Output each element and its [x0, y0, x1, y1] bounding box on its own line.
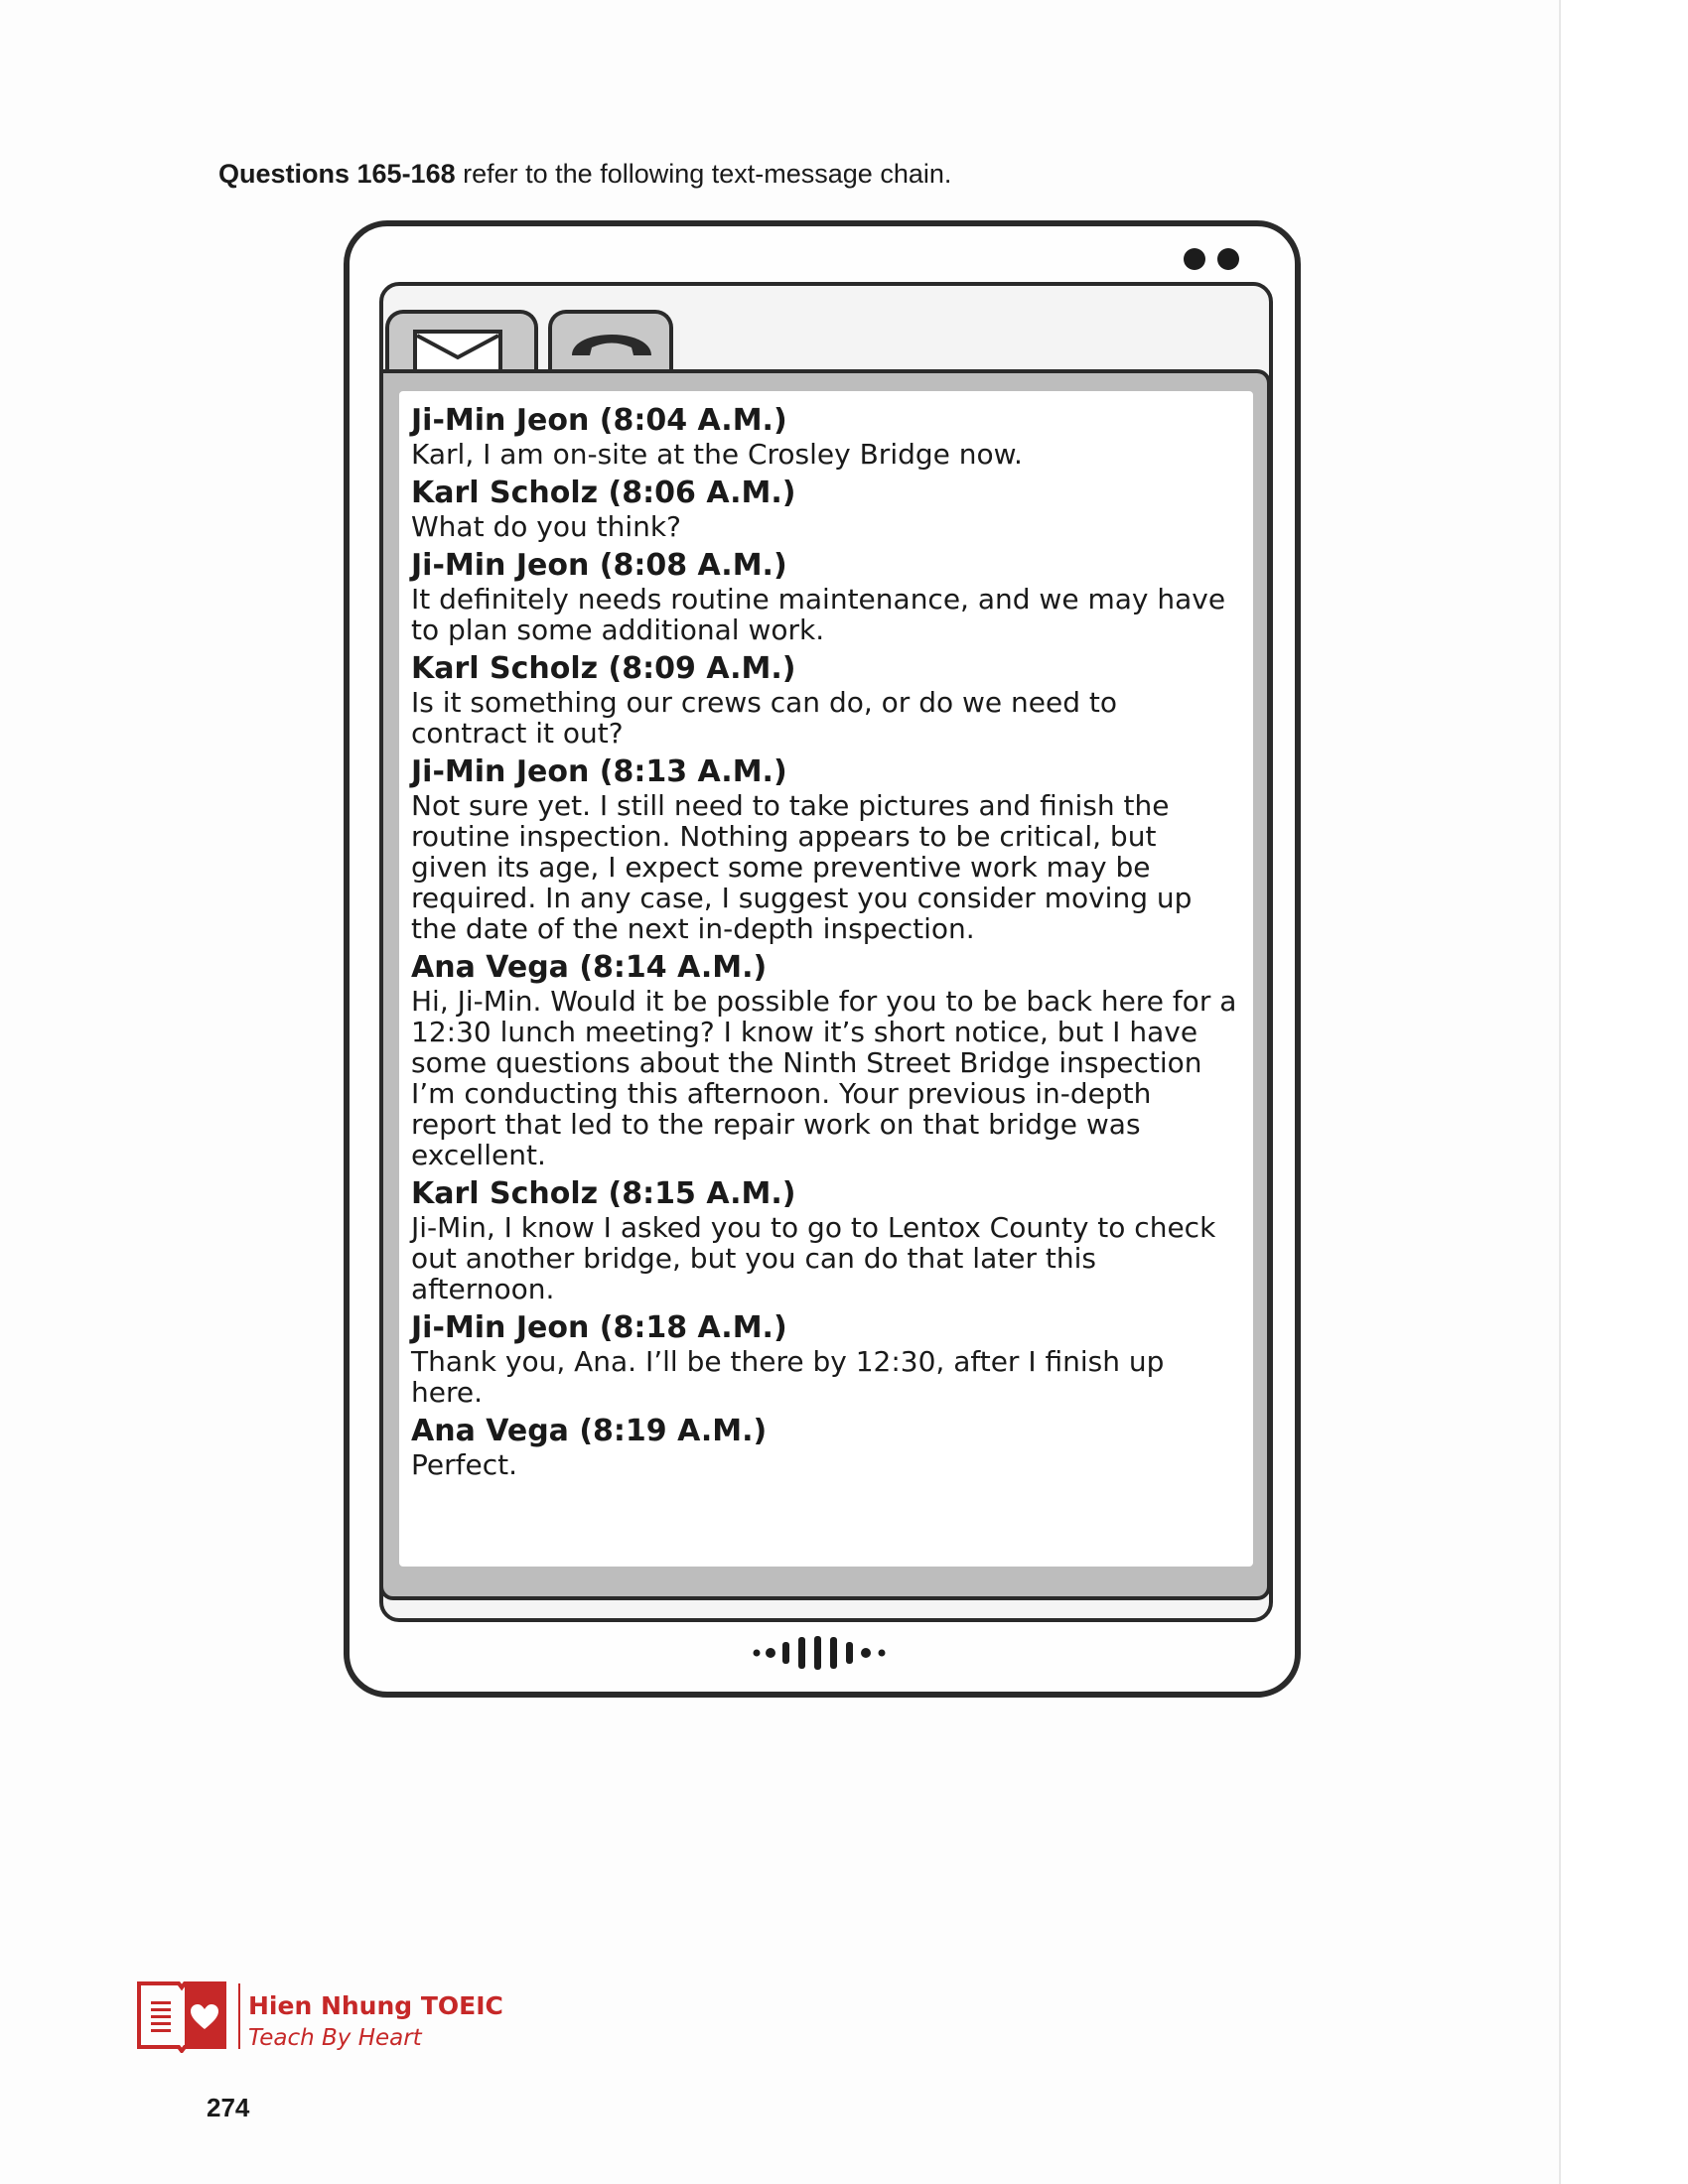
message-item [411, 651, 1241, 749]
speaker-grille-icon [751, 1636, 890, 1670]
phone-icon [566, 322, 657, 361]
question-range: Questions 165-168 [218, 159, 456, 189]
message-thread [399, 391, 1253, 1567]
message-item [411, 754, 1241, 944]
message-sender: Ji-Min Jeon (8:08 A.M.) [411, 548, 787, 583]
message-text: What do you think? [411, 510, 681, 543]
question-heading [218, 159, 951, 190]
message-item [411, 403, 1241, 470]
message-item [411, 1414, 1241, 1480]
message-sender: Ji-Min Jeon (8:04 A.M.) [411, 403, 787, 438]
brand-name: Hien Nhung TOEIC [248, 1991, 503, 2020]
message-item [411, 1310, 1241, 1408]
tab-messages[interactable] [385, 310, 538, 369]
phone-device [344, 220, 1301, 1698]
phone-screen [379, 282, 1273, 1622]
message-sender: Karl Scholz (8:09 A.M.) [411, 651, 796, 686]
tab-calls[interactable] [548, 310, 673, 369]
message-sender: Ana Vega (8:14 A.M.) [411, 950, 768, 985]
logo-divider [238, 1983, 240, 2049]
message-text: Thank you, Ana. I’ll be there by 12:30, after I finish up here. [411, 1345, 1165, 1409]
message-sender: Ana Vega (8:19 A.M.) [411, 1414, 768, 1448]
message-item [411, 1176, 1241, 1304]
message-text: Not sure yet. I still need to take pictures and finish the routine inspection. Nothing appears to be critical, but given its age, I expect some preventive work may be required. In any case, I suggest you consider moving up the date of the next in-depth inspection. [411, 789, 1193, 945]
question-instruction: refer to the following text-message chain. [455, 159, 952, 189]
message-text: Ji-Min, I know I asked you to go to Lentox County to check out another bridge, but you can do that later this afternoon. [411, 1211, 1216, 1305]
message-sender: Ji-Min Jeon (8:13 A.M.) [411, 754, 787, 789]
message-text: Is it something our crews can do, or do we need to contract it out? [411, 686, 1118, 750]
book-heart-logo-icon [135, 1978, 228, 2053]
message-text: It definitely needs routine maintenance, and we may have to plan some additional work. [411, 583, 1226, 646]
message-sender: Ji-Min Jeon (8:18 A.M.) [411, 1310, 787, 1345]
camera-dot [1184, 248, 1205, 270]
message-text: Perfect. [411, 1448, 517, 1481]
message-item [411, 548, 1241, 645]
message-item [411, 476, 1241, 542]
sensor-dot [1217, 248, 1239, 270]
page-number: 274 [207, 2093, 250, 2122]
message-panel [379, 369, 1271, 1600]
brand-tagline: Teach By Heart [248, 2025, 422, 2051]
message-text: Karl, I am on-site at the Crosley Bridge now. [411, 438, 1023, 471]
message-text: Hi, Ji-Min. Would it be possible for you to be back here for a 12:30 lunch meeting? I know it’s short notice, but I have some questions about the Ninth Street Bridge inspection I’m conducting this afternoon. Your previous in-depth report that led to the repair work on that bridge was excellent. [411, 985, 1237, 1171]
message-item [411, 950, 1241, 1170]
message-sender: Karl Scholz (8:15 A.M.) [411, 1176, 796, 1211]
message-sender: Karl Scholz (8:06 A.M.) [411, 476, 796, 510]
page-edge-strip [1559, 0, 1688, 2184]
